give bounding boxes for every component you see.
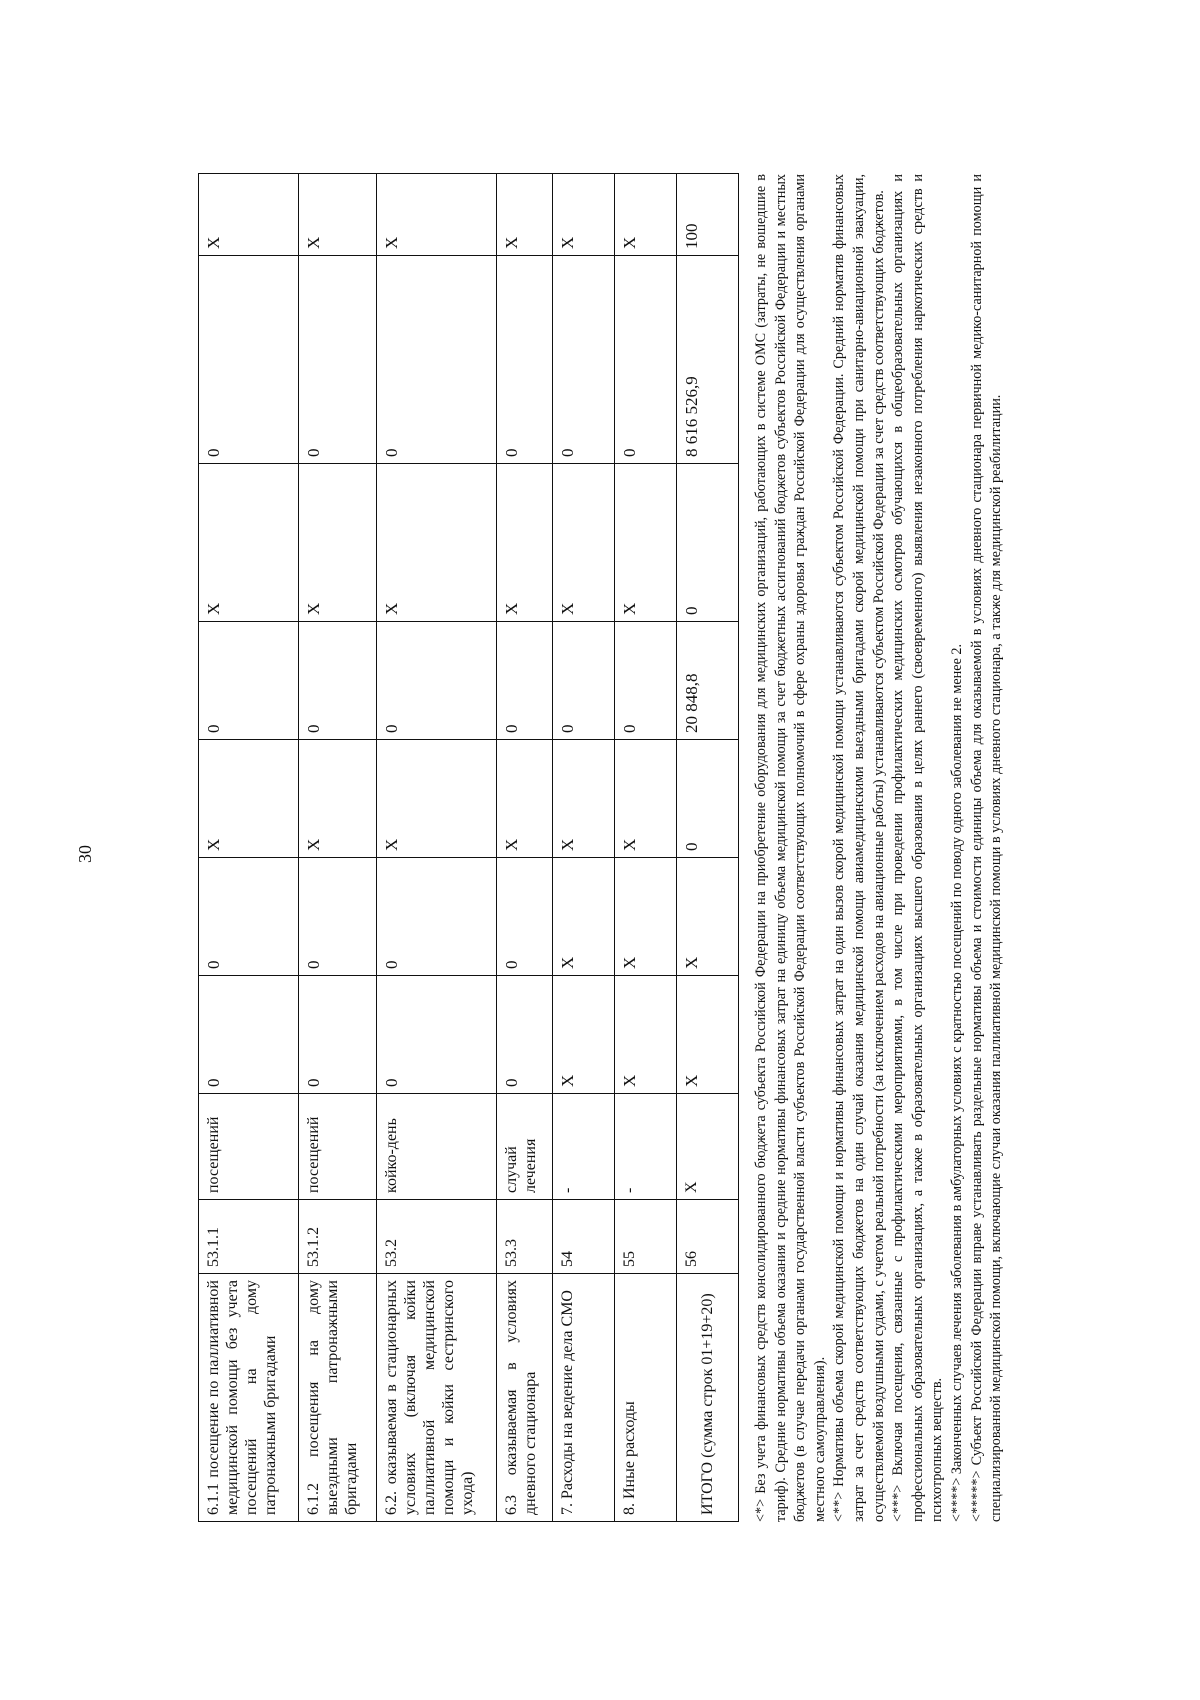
table-row bbox=[497, 174, 553, 1522]
table-cell-c5: 0 bbox=[299, 858, 377, 976]
table-cell-c8: X bbox=[377, 464, 497, 622]
table-cell-c10: X bbox=[299, 174, 377, 256]
table-cell-c4: 0 bbox=[377, 976, 497, 1094]
table-cell-code: 54 bbox=[553, 1200, 615, 1274]
table-cell-code: 53.3 bbox=[497, 1200, 553, 1274]
table-cell-code: 56 bbox=[677, 1200, 739, 1274]
table-cell-c4: 0 bbox=[199, 976, 299, 1094]
table-cell-c10: X bbox=[199, 174, 299, 256]
table-cell-c5: 0 bbox=[497, 858, 553, 976]
footnote: <****> Законченных случаев лечения заболевания в амбулаторных условиях с кратностью посещений по поводу одного заболевания не менее 2. bbox=[948, 643, 965, 1522]
table-cell-c4: X bbox=[677, 976, 739, 1094]
table-cell-c6: X bbox=[299, 740, 377, 858]
table-cell-unit: посещений bbox=[199, 1094, 299, 1200]
table-cell-c9: 0 bbox=[299, 256, 377, 464]
table-cell-c6: X bbox=[377, 740, 497, 858]
table-cell-c4: X bbox=[615, 976, 677, 1094]
table-cell-c7: 0 bbox=[615, 622, 677, 740]
table-cell-c7: 0 bbox=[497, 622, 553, 740]
table-cell-name: 8. Иные расходы bbox=[615, 1274, 677, 1522]
table-cell-c4: 0 bbox=[497, 976, 553, 1094]
footnotes bbox=[752, 174, 1007, 1522]
table-cell-c10: X bbox=[615, 174, 677, 256]
table-cell-c6: X bbox=[553, 740, 615, 858]
table-row bbox=[377, 174, 497, 1522]
table-cell-c10: 100 bbox=[677, 174, 739, 256]
table-cell-c8: X bbox=[553, 464, 615, 622]
table-cell-c9: 0 bbox=[553, 256, 615, 464]
footnote: <*> Без учета финансовых средств консолидированного бюджета субъекта Российской Федерации на приобретение оборудования для медицинских организаций, работающих в системе ОМС (затраты, не вошедшие в тариф). Средние нормативы объема оказания и средние нормативы финансовых затрат на единицу объема медицинской помощи за счет бюджетных ассигнований бюджетов субъектов Российской Федерации и местных бюджетов (в случае передачи органами государственной власти субъектов Российской Федерации соответствующих полномочий в сфере охраны здоровья граждан Российской Федерации для осуществления органами местного самоуправления). bbox=[753, 174, 828, 1522]
table-cell-c6: X bbox=[497, 740, 553, 858]
table-cell-c6: X bbox=[615, 740, 677, 858]
table-cell-c6: 0 bbox=[677, 740, 739, 858]
table-cell-c5: X bbox=[553, 858, 615, 976]
table-cell-code: 53.1.1 bbox=[199, 1200, 299, 1274]
table-row bbox=[553, 174, 615, 1522]
table-cell-code: 55 bbox=[615, 1200, 677, 1274]
table-cell-c8: X bbox=[299, 464, 377, 622]
table-cell-unit: случай лечения bbox=[497, 1094, 553, 1200]
table-cell-c10: X bbox=[377, 174, 497, 256]
table-cell-c9: 0 bbox=[497, 256, 553, 464]
table-cell-c7: 0 bbox=[199, 622, 299, 740]
table-cell-c4: X bbox=[553, 976, 615, 1094]
table-cell-c5: 0 bbox=[377, 858, 497, 976]
table-cell-c5: X bbox=[677, 858, 739, 976]
table-cell-name: 6.1.2 посещения на дому выездными патронажными бригадами bbox=[299, 1274, 377, 1522]
table-cell-name: 6.1.1 посещение по паллиативной медицинской помощи без учета посещений на дому патронажными бригадами bbox=[199, 1274, 299, 1522]
table-cell-c8: X bbox=[199, 464, 299, 622]
table-cell-c7: 0 bbox=[553, 622, 615, 740]
table-cell-c9: 0 bbox=[615, 256, 677, 464]
table-cell-c8: 0 bbox=[677, 464, 739, 622]
table-cell-unit: - bbox=[553, 1094, 615, 1200]
volume-norms-table bbox=[198, 173, 739, 1522]
footnote: <*****> Субъект Российской Федерации вправе устанавливать раздельные нормативы объема и стоимости единицы объема для оказываемой в условиях дневного стационара первичной медико-санитарной помощи и специализированной медицинской помощи, включающие случаи оказания паллиативной медицинской помощи в условиях дневного стационара, а также для медицинской реабилитации. bbox=[968, 174, 1005, 1522]
footnote: <***> Включая посещения, связанные с профилактическими мероприятиями, в том числе при проведении профилактических медицинских осмотров обучающихся в общеобразовательных организациях и профессиональных образовательных организациях, а также в образовательных организациях высшего образования в целях раннего (своевременного) выявления незаконного потребления наркотических средств и психотропных веществ. bbox=[890, 174, 946, 1522]
footnote: <**> Нормативы объема скорой медицинской помощи и нормативы финансовых затрат на один вызов скорой медицинской помощи устанавливаются субъектом Российской Федерации. Средний норматив финансовых затрат за счет средств соответствующих бюджетов на один случай оказания медицинской помощи авиамедицинскими выездными бригадами скорой медицинской помощи при санитарно-авиационной эвакуации, осуществляемой воздушными судами, с учетом реальной потребности (за исключением расходов на авиационные работы) устанавливаются субъектом Российской Федерации за счет средств соответствующих бюджетов. bbox=[831, 174, 887, 1522]
table-row bbox=[199, 174, 299, 1522]
table-cell-c7: 20 848,8 bbox=[677, 622, 739, 740]
table-cell-c4: 0 bbox=[299, 976, 377, 1094]
table-cell-c10: X bbox=[497, 174, 553, 256]
table-row bbox=[299, 174, 377, 1522]
table-cell-c8: X bbox=[497, 464, 553, 622]
table-cell-name: 6.3 оказываемая в условиях дневного стационара bbox=[497, 1274, 553, 1522]
table-cell-unit: - bbox=[615, 1094, 677, 1200]
table-cell-c9: 8 616 526,9 bbox=[677, 256, 739, 464]
table-cell-c7: 0 bbox=[299, 622, 377, 740]
table-cell-c7: 0 bbox=[377, 622, 497, 740]
table-cell-code: 53.2 bbox=[377, 1200, 497, 1274]
table-cell-code: 53.1.2 bbox=[299, 1200, 377, 1274]
table-cell-c5: 0 bbox=[199, 858, 299, 976]
table-row bbox=[615, 174, 677, 1522]
table-cell-c9: 0 bbox=[377, 256, 497, 464]
table-cell-c10: X bbox=[553, 174, 615, 256]
table-cell-unit: посещений bbox=[299, 1094, 377, 1200]
table-cell-unit: X bbox=[677, 1094, 739, 1200]
table-cell-c9: 0 bbox=[199, 256, 299, 464]
table-cell-c5: X bbox=[615, 858, 677, 976]
table-cell-name: 7. Расходы на ведение дела СМО bbox=[553, 1274, 615, 1522]
table-cell-c6: X bbox=[199, 740, 299, 858]
table-cell-unit: койко-день bbox=[377, 1094, 497, 1200]
page-number: 30 bbox=[75, 845, 95, 863]
table-cell-name: 6.2. оказываемая в стационарных условиях (включая койки паллиативной медицинской помощи и койки сестринского ухода) bbox=[377, 1274, 497, 1522]
table-cell-c8: X bbox=[615, 464, 677, 622]
table-row bbox=[677, 174, 739, 1522]
table-cell-name: ИТОГО (сумма строк 01+19+20) bbox=[677, 1274, 739, 1522]
